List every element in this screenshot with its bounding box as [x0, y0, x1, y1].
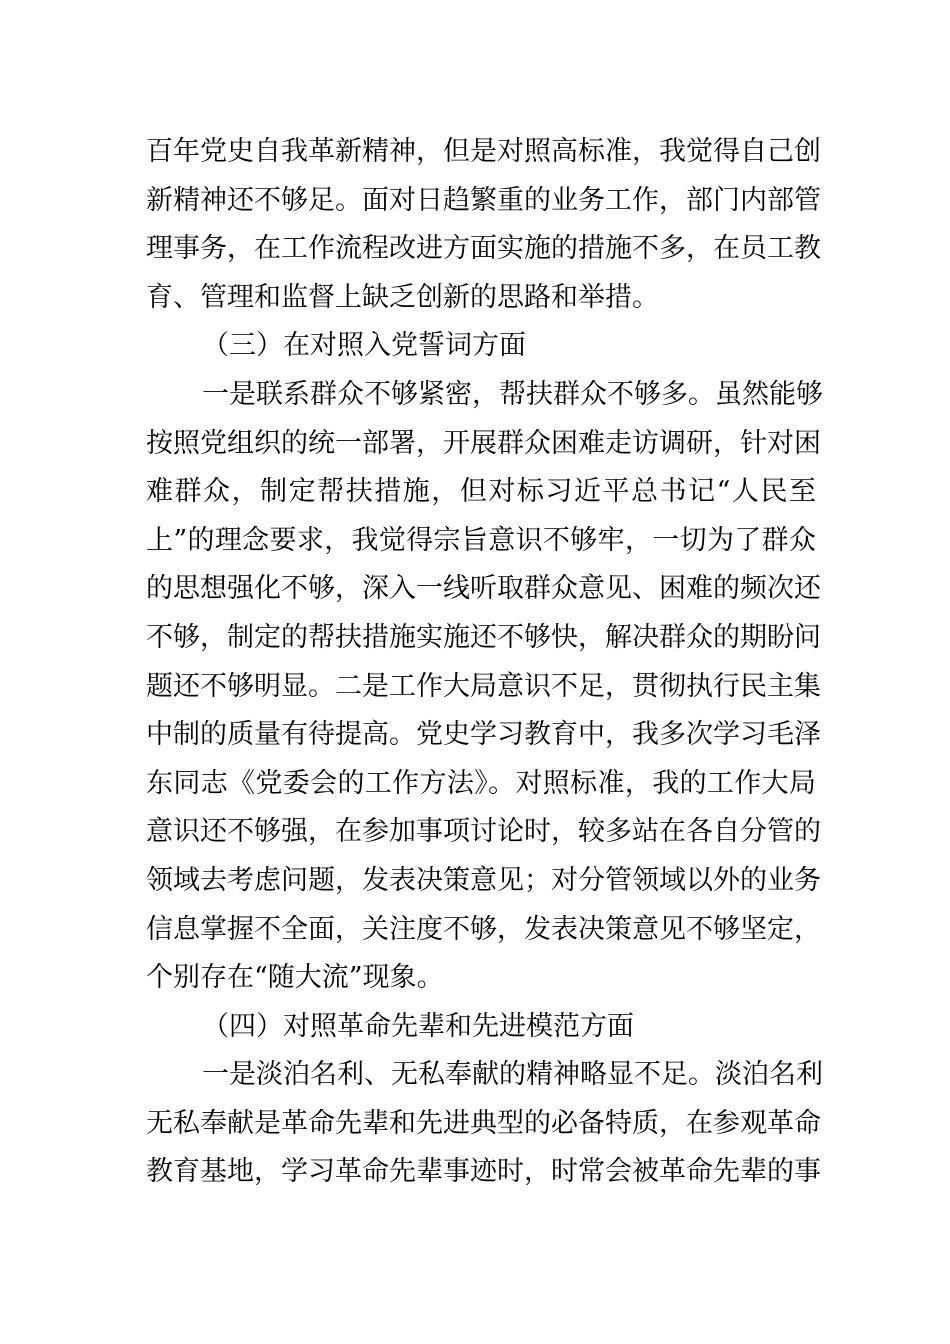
document-body [146, 128, 823, 1197]
text-line: 领域去考虑问题，发表决策意见；对分管领域以外的业务 [146, 864, 821, 896]
text-line: 中制的质量有待提高。党史学习教育中，我多次学习毛泽 [146, 719, 821, 751]
text-line: 一是联系群众不够紧密，帮扶群众不够多。虽然能够 [202, 378, 823, 410]
text-line: 新精神还不够足。面对日趋繁重的业务工作，部门内部管 [146, 184, 821, 216]
text-line: 一是淡泊名利、无私奉献的精神略显不足。淡泊名利 [202, 1059, 823, 1091]
text-line: 育、管理和监督上缺乏创新的思路和举措。 [146, 281, 659, 313]
text-line: 百年党史自我革新精神，但是对照高标准，我觉得自己创 [146, 136, 821, 167]
text-line: 按照党组织的统一部署，开展群众困难走访调研，针对困 [146, 427, 821, 459]
section-heading-4: （四）对照革命先辈和先进模范方面 [202, 1010, 634, 1042]
text-line: 无私奉献是革命先辈和先进典型的必备特质，在参观革命 [146, 1107, 821, 1139]
text-line: 信息掌握不全面，关注度不够，发表决策意见不够坚定， [146, 913, 821, 945]
text-line: 意识还不够强，在参加事项讨论时，较多站在各自分管的 [146, 816, 821, 848]
text-line: 理事务，在工作流程改进方面实施的措施不多，在员工教 [146, 233, 821, 265]
text-line: 个别存在“随大流”现象。 [146, 962, 444, 994]
text-line: 上”的理念要求，我觉得宗旨意识不够牢，一切为了群众 [146, 524, 816, 556]
text-line: 题还不够明显。二是工作大局意识不足，贯彻执行民主集 [146, 670, 821, 702]
text-line: 教育基地，学习革命先辈事迹时，时常会被革命先辈的事 [146, 1156, 821, 1188]
text-line: 东同志《党委会的工作方法》。对照标准，我的工作大局 [146, 767, 816, 799]
section-heading-3: （三）在对照入党誓词方面 [202, 330, 526, 362]
text-line: 的思想强化不够，深入一线听取群众意见、困难的频次还 [146, 573, 821, 605]
text-line: 难群众，制定帮扶措施，但对标习近平总书记“人民至 [146, 476, 816, 508]
text-line: 不够，制定的帮扶措施实施还不够快，解决群众的期盼问 [146, 621, 821, 653]
